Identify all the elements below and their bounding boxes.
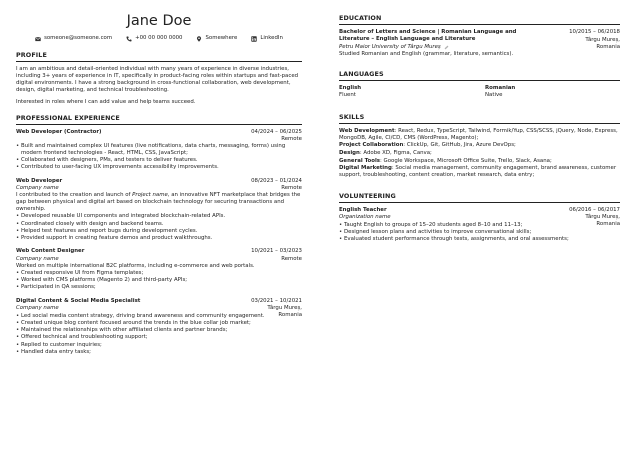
job-bullets — [16, 213, 302, 242]
skill-text: : Social media management, community engagement, brand awareness, customer support, troubleshooting, content creation, market research, data entry; — [339, 165, 617, 179]
job-location: Remote — [281, 135, 302, 142]
job-company: Company name — [16, 255, 59, 262]
job-entry — [16, 248, 302, 291]
job-company: Company name — [16, 184, 59, 191]
volunteering-entry — [339, 207, 620, 244]
job-bullets — [16, 143, 302, 172]
candidate-name: Jane Doe — [126, 13, 192, 29]
project-name: Project name — [132, 192, 168, 199]
map-pin-icon — [196, 36, 202, 42]
job-date: 10/2021 – 03/2023 — [251, 248, 302, 255]
job-intro — [16, 192, 302, 213]
contact-bar — [16, 34, 302, 44]
education-entry — [339, 29, 620, 59]
skill-label: Web Development — [339, 127, 395, 134]
job-date: 08/2023 – 01/2024 — [251, 177, 302, 184]
contact-phone[interactable] — [126, 35, 182, 42]
job-entry — [16, 129, 302, 172]
skill-text: : ClickUp, Git, GitHub, Jira, Azure DevOps; — [403, 142, 516, 149]
language-name: Romanian — [485, 84, 516, 91]
job-title: Web Content Designer — [16, 248, 85, 255]
location-text: Somewhere — [205, 35, 238, 42]
languages-heading: LANGUAGES — [339, 70, 620, 81]
list-item: • Developed reusable UI components and integrated blockchain-related APIs. — [16, 213, 302, 220]
skill-line — [339, 128, 620, 142]
skill-label: Project Collaboration — [339, 142, 404, 149]
email-text: someone@someone.com — [44, 35, 113, 42]
list-item: • Coordinated closely with design and backend teams. — [16, 221, 302, 228]
school-name: Petru Maior University of Târgu Mureș — [339, 43, 441, 50]
skills-heading: SKILLS — [339, 113, 620, 124]
list-item: • Helped test features and report bugs during development cycles. — [16, 228, 302, 235]
job-entry — [16, 298, 302, 356]
volunteer-location: Târgu Mureș, Romania — [585, 213, 620, 227]
job-title: Digital Content & Social Media Specialist — [16, 297, 141, 304]
list-item: • Created unique blog content focused around the trends in the blue collar job market; — [16, 320, 266, 327]
list-item: • Contributed to user-facing UX improvements accessibility improvements. — [16, 164, 302, 171]
volunteer-role: English Teacher — [339, 206, 387, 213]
experience-heading: PROFESSIONAL EXPERIENCE — [16, 114, 302, 125]
envelope-icon — [35, 36, 41, 42]
skill-text: : React, Redux, TypeScript, Tailwind, Formik/Yup, CSS/SCSS, jQuery, Node, Express, MongoDB, Agile, CI/CD, CMS (WordPress, Magento); — [339, 127, 618, 141]
list-item: • Designed lesson plans and activities to improve conversational skills; — [339, 229, 620, 236]
organization-name: Organization name — [339, 213, 391, 220]
phone-icon — [126, 36, 132, 42]
job-location: Remote — [281, 184, 302, 191]
skill-line — [339, 142, 620, 149]
linkedin-icon — [251, 36, 257, 42]
linkedin-text: LinkedIn — [260, 35, 283, 42]
skills-list — [339, 128, 620, 180]
skill-label: General Tools — [339, 157, 381, 164]
job-company: Company name — [16, 304, 59, 311]
education-heading: EDUCATION — [339, 14, 620, 25]
list-item: • Built and maintained complex UI features (live notifications, data charts, messaging, forms) using modern frontend technologies - React, HTML, CSS, JavaScript; — [16, 143, 302, 157]
contact-email[interactable] — [35, 35, 112, 42]
list-item: • Evaluated student performance through tests, assignments, and oral assessments; — [339, 236, 620, 243]
education-details: Studied Romanian and English (grammar, literature, semantics). — [339, 51, 514, 58]
job-title: Web Developer (Contractor) — [16, 128, 102, 135]
education-date: 10/2015 – 06/2018 — [569, 28, 620, 35]
skill-label: Digital Marketing — [339, 165, 392, 172]
skill-line — [339, 165, 620, 179]
language-level: Native — [485, 91, 503, 98]
job-title: Web Developer — [16, 177, 63, 184]
list-item: • Worked with CMS platforms (Magento 2) and third-party APIs; — [16, 277, 302, 284]
list-item: • Provided support in creating feature demos and product walkthroughs. — [16, 235, 302, 242]
list-item: • Created responsive UI from Figma templates; — [16, 270, 302, 277]
degree-title: Bachelor of Letters and Science | Romanian Language and Literature – English Language and Literature — [339, 28, 517, 43]
list-item: • Led social media content strategy, driving brand awareness and community engagement. — [16, 313, 266, 320]
job-location: Târgu Mureș, Romania — [267, 304, 302, 318]
job-entry — [16, 178, 302, 242]
list-item: • Handled data entry tasks; — [16, 349, 302, 356]
list-item: • Replied to customer inquiries; — [16, 342, 302, 349]
languages-list — [339, 85, 620, 99]
volunteer-bullets — [339, 222, 620, 243]
profile-paragraph: I am an ambitious and detail-oriented individual with many years of experience in diverse industries, including 3+ years of experience in IT, specifically in product-facing roles within startups and fast-paced digital environments. I have a strong background in cross-functional collaboration, web development, design, digital marketing, and technical troubleshooting. — [16, 65, 299, 94]
job-location: Remote — [281, 255, 302, 262]
list-item: • Participated in QA sessions; — [16, 284, 302, 291]
job-bullets — [16, 313, 302, 356]
contact-location — [196, 35, 237, 42]
list-item: • Offered technical and troubleshooting support; — [16, 334, 302, 341]
contact-linkedin[interactable] — [251, 35, 283, 42]
job-date: 04/2024 – 06/2025 — [251, 128, 302, 135]
volunteer-date: 06/2016 – 06/2017 — [569, 206, 620, 213]
skill-label: Design — [339, 150, 360, 157]
language-level: Fluent — [339, 91, 356, 98]
job-intro-text: I contributed to the creation and launch of — [16, 192, 133, 199]
education-location: Târgu Mureș, Romania — [585, 37, 620, 51]
right-column — [339, 14, 620, 250]
job-intro-text: , an innovative NFT marketplace that bridges the gap between physical and digital art based on blockchain technology for securing transactions and ownership. — [16, 192, 301, 213]
profile-heading: PROFILE — [16, 51, 302, 62]
phone-text: +00 00 000 0000 — [135, 35, 183, 42]
skill-text: : Google Workspace, Microsoft Office Suite, Trello, Slack, Asana; — [380, 157, 552, 164]
list-item: • Taught English to groups of 15–20 students aged 8–10 and 11–13; — [339, 222, 620, 229]
job-bullets — [16, 270, 302, 291]
school-line[interactable] — [339, 43, 449, 51]
link-icon — [444, 45, 449, 50]
list-item: • Collaborated with designers, PMs, and testers to deliver features. — [16, 157, 302, 164]
skill-line — [339, 150, 620, 157]
skill-text: : Adobe XD, Figma, Canva; — [359, 150, 432, 157]
volunteering-heading: VOLUNTEERING — [339, 192, 620, 203]
job-intro: Worked on multiple international B2C platforms, including e-commerce and web portals. — [16, 262, 255, 269]
left-column — [16, 12, 302, 362]
profile-paragraph: Interested in roles where I can add value and help teams succeed. — [16, 99, 196, 106]
list-item: • Maintained the relationships with other affiliated clients and partner brands; — [16, 327, 302, 334]
language-name: English — [339, 84, 362, 91]
job-date: 03/2021 – 10/2021 — [251, 297, 302, 304]
skill-line — [339, 158, 620, 165]
